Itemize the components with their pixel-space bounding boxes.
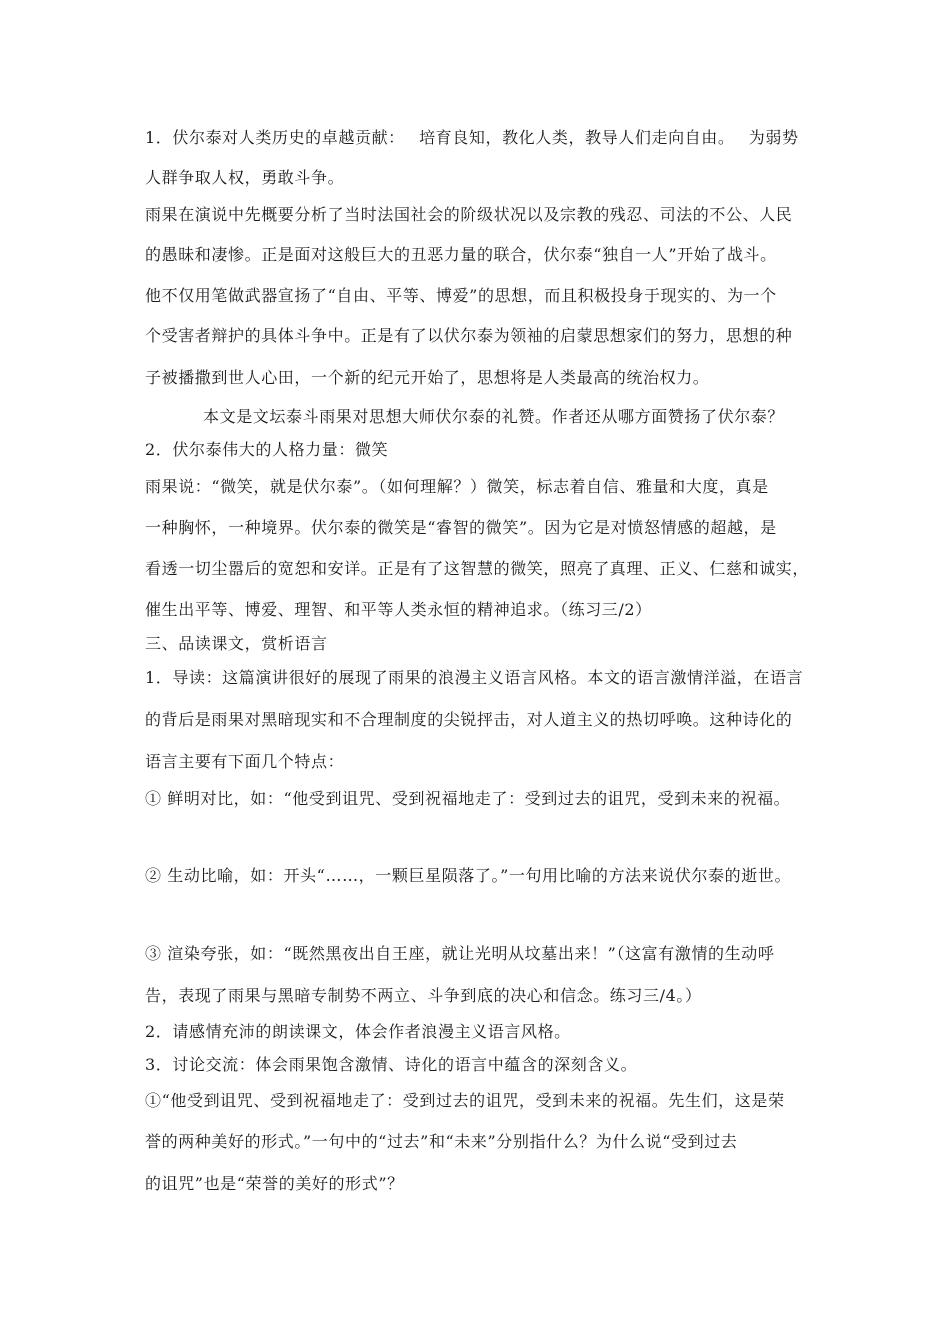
text-line: 语言主要有下面几个特点： bbox=[145, 752, 345, 771]
text-line: 他不仅用笔做武器宣扬了“自由、平等、博爱”的思想，而且积极投身于现实的、为一个 bbox=[145, 286, 777, 305]
text-line: 雨果在演说中先概要分析了当时法国社会的阶级状况以及宗教的残忍、司法的不公、人民 bbox=[145, 205, 793, 224]
text-line: ①“他受到诅咒、受到祝福地走了：受到过去的诅咒，受到未来的祝福。先生们，这是荣 bbox=[145, 1091, 785, 1110]
text-line: 个受害者辩护的具体斗争中。正是有了以伏尔泰为领袖的启蒙思想家们的努力，思想的种 bbox=[145, 326, 793, 345]
text-line: 一种胸怀，一种境界。伏尔泰的微笑是“睿智的微笑”。因为它是对愤怒情感的超越，是 bbox=[145, 518, 777, 537]
text-line: 2．请感情充沛的朗读课文，体会作者浪漫主义语言风格。 bbox=[145, 1022, 571, 1041]
text-line: 催生出平等、博爱、理智、和平等人类永恒的精神追求。（练习三/2） bbox=[145, 600, 652, 619]
text-line: 的诅咒”也是“荣誉的美好的形式”？ bbox=[145, 1174, 404, 1193]
text-line: 誉的两种美好的形式。”一句中的“过去”和“未来”分别指什么？为什么说“受到过去 bbox=[145, 1132, 738, 1151]
text-line: 的背后是雨果对黑暗现实和不合理制度的尖锐抨击，对人道主义的热切呼唤。这种诗化的 bbox=[145, 710, 793, 729]
text-line: 看透一切尘嚣后的宽恕和安详。正是有了这智慧的微笑，照亮了真理、正义、仁慈和诚实， bbox=[145, 559, 810, 578]
text-line: 的愚昧和凄惨。正是面对这般巨大的丑恶力量的联合，伏尔泰“独自一人”开始了战斗。 bbox=[145, 245, 777, 264]
section-heading: 三、品读课文，赏析语言 bbox=[145, 634, 328, 653]
text-line: ① 鲜明对比，如：“他受到诅咒、受到祝福地走了：受到过去的诅咒，受到未来的祝福。 bbox=[145, 789, 791, 808]
text-line: 3．讨论交流：体会雨果饱含激情、诗化的语言中蕴含的深刻含义。 bbox=[145, 1055, 638, 1074]
text-line: 子被播撒到世人心田，一个新的纪元开始了，思想将是人类最高的统治权力。 bbox=[145, 368, 710, 387]
text-line: 2．伏尔泰伟大的人格力量：微笑 bbox=[145, 440, 389, 459]
text-line: 本文是文坛泰斗雨果对思想大师伏尔泰的礼赞。作者还从哪方面赞扬了伏尔泰？ bbox=[203, 407, 785, 426]
text-line: 1．伏尔泰对人类历史的卓越贡献： 培育良知，教化人类，教导人们走向自由。 为弱势 bbox=[145, 128, 799, 147]
text-line: ② 生动比喻，如：开头“……，一颗巨星陨落了。”一句用比喻的方法来说伏尔泰的逝世。 bbox=[145, 866, 792, 885]
text-line: 人群争取人权，勇敢斗争。 bbox=[145, 168, 345, 187]
text-line: 雨果说：“微笑，就是伏尔泰”。（如何理解？）微笑，标志着自信、雅量和大度，真是 bbox=[145, 477, 769, 496]
text-line: ③ 渲染夸张，如：“既然黑夜出自王座，就让光明从坟墓出来！”（这富有激情的生动呼 bbox=[145, 944, 775, 963]
text-line: 告，表现了雨果与黑暗专制势不两立、斗争到底的决心和信念。练习三/4。） bbox=[145, 986, 702, 1005]
text-line: 1．导读：这篇演讲很好的展现了雨果的浪漫主义语言风格。本文的语言激情洋溢，在语言 bbox=[145, 668, 804, 687]
